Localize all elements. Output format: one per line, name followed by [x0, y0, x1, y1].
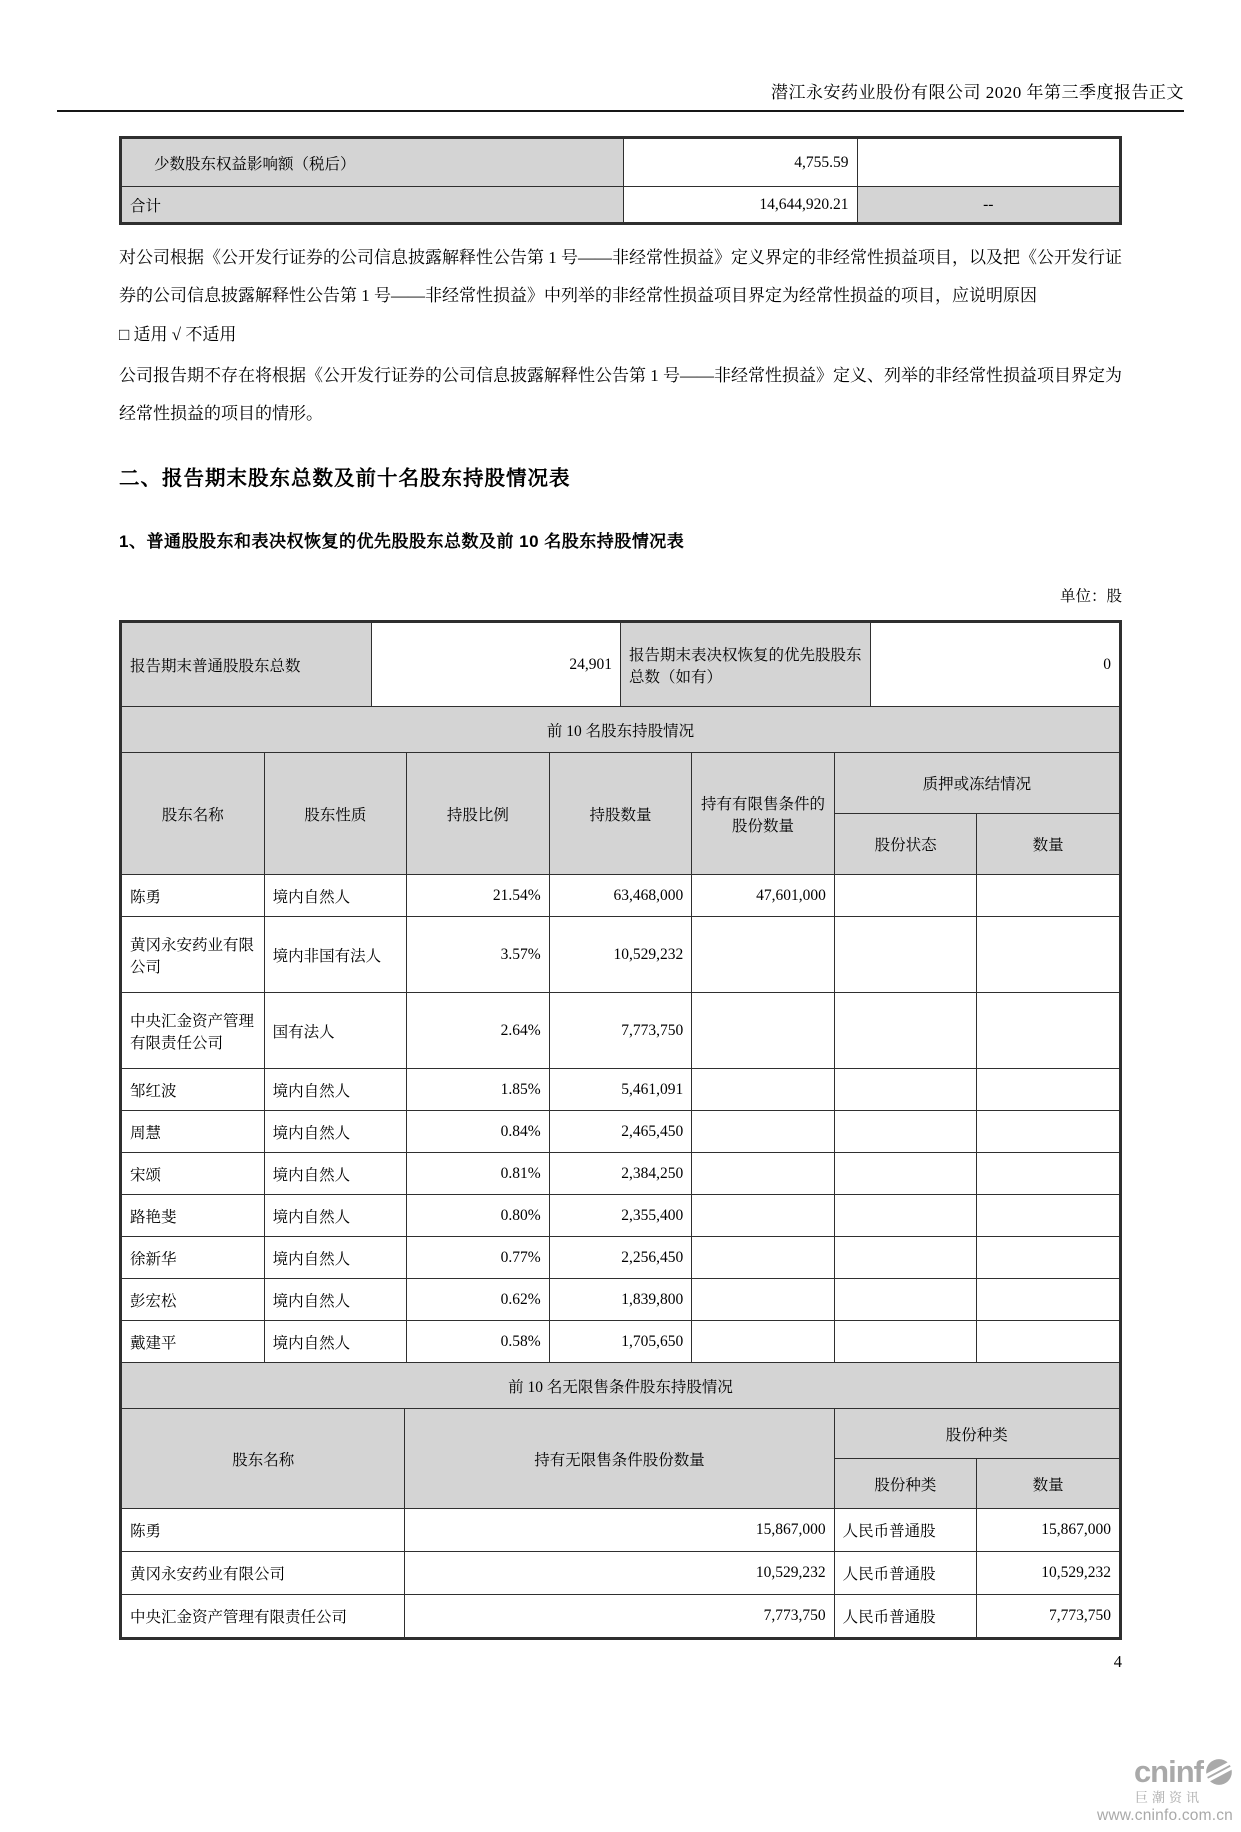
common-shareholders-label-cell: 报告期末普通股股东总数 [122, 623, 372, 707]
pledge-status-cell [834, 1237, 977, 1279]
holding-shares-cell: 10,529,232 [549, 917, 692, 993]
table-row [122, 993, 1120, 1069]
holding-ratio-cell: 2.64% [407, 993, 550, 1069]
pledge-qty-cell [977, 1237, 1120, 1279]
header-title: 潜江永安药业股份有限公司 2020 年第三季度报告正文 [771, 83, 1184, 102]
holding-shares-cell: 2,465,450 [549, 1111, 692, 1153]
restricted-shares-cell [692, 1069, 835, 1111]
shareholder-nature-cell: 境内自然人 [264, 1153, 407, 1195]
shareholder-nature-cell: 境内自然人 [264, 1195, 407, 1237]
holding-shares-cell: 63,468,000 [549, 875, 692, 917]
header-row [122, 1409, 1120, 1459]
pledge-qty-cell [977, 1279, 1120, 1321]
shareholder-nature-cell: 境内自然人 [264, 1279, 407, 1321]
total-label-cell: 合计 [122, 187, 624, 223]
shareholder-name-cell: 中央汇金资产管理有限责任公司 [122, 993, 265, 1069]
cninfo-wordmark-row [1134, 1755, 1233, 1789]
top10-banner-table [121, 706, 1120, 753]
shareholder-name-cell: 戴建平 [122, 1321, 265, 1363]
holding-ratio-cell: 0.81% [407, 1153, 550, 1195]
preferred-shareholders-value-cell: 0 [870, 623, 1120, 707]
unrestricted-shares-cell: 10,529,232 [405, 1552, 834, 1595]
share-qty-cell: 15,867,000 [977, 1509, 1120, 1552]
table-row [122, 623, 1120, 707]
col-header-name: 股东名称 [122, 1409, 405, 1509]
table-row [122, 1195, 1120, 1237]
holding-shares-cell: 5,461,091 [549, 1069, 692, 1111]
table-row [122, 1111, 1120, 1153]
pledge-qty-cell [977, 993, 1120, 1069]
restricted-shares-cell: 47,601,000 [692, 875, 835, 917]
holding-ratio-cell: 3.57% [407, 917, 550, 993]
subsection-heading: 1、普通股股东和表决权恢复的优先股股东总数及前 10 名股东持股情况表 [119, 532, 685, 551]
shareholder-name-cell: 路艳斐 [122, 1195, 265, 1237]
shareholder-name-cell: 陈勇 [122, 875, 265, 917]
pledge-status-cell [834, 1111, 977, 1153]
share-type-cell: 人民币普通股 [834, 1552, 977, 1595]
shareholder-nature-cell: 境内自然人 [264, 1069, 407, 1111]
table-row [122, 1279, 1120, 1321]
table-row [122, 1069, 1120, 1111]
top10-banner: 前 10 名股东持股情况 [122, 707, 1120, 753]
col-header-pledge-group: 质押或冻结情况 [834, 753, 1119, 814]
table-row [122, 1363, 1120, 1409]
shareholder-name-cell: 黄冈永安药业有限公司 [122, 1552, 405, 1595]
holding-ratio-cell: 1.85% [407, 1069, 550, 1111]
document-content [119, 136, 1122, 1672]
col-header-pledge-qty: 数量 [977, 814, 1120, 875]
share-type-cell: 人民币普通股 [834, 1509, 977, 1552]
restricted-shares-cell [692, 1111, 835, 1153]
pledge-status-cell [834, 875, 977, 917]
cninfo-logo [1097, 1755, 1233, 1824]
col-header-share-type: 股份种类 [834, 1459, 977, 1509]
page-number: 4 [1113, 1652, 1122, 1671]
share-qty-cell: 10,529,232 [977, 1552, 1120, 1595]
page-header [57, 78, 1184, 112]
col-header-share-type-group: 股份种类 [834, 1409, 1119, 1459]
pledge-qty-cell [977, 1153, 1120, 1195]
total-note-cell: -- [857, 187, 1119, 223]
header-row [122, 753, 1120, 814]
pledge-qty-cell [977, 1069, 1120, 1111]
shareholder-nature-cell: 境内自然人 [264, 875, 407, 917]
restricted-shares-cell [692, 993, 835, 1069]
pledge-status-cell [834, 1321, 977, 1363]
total-amount-cell: 14,644,920.21 [623, 187, 857, 223]
pledge-status-cell [834, 1195, 977, 1237]
holding-shares-cell: 1,839,800 [549, 1279, 692, 1321]
shareholder-name-cell: 徐新华 [122, 1237, 265, 1279]
unrestricted-holders-table [121, 1408, 1120, 1638]
table-row [122, 1552, 1120, 1595]
restricted-shares-cell [692, 1195, 835, 1237]
holding-shares-cell: 1,705,650 [549, 1321, 692, 1363]
pledge-status-cell [834, 993, 977, 1069]
pledge-status-cell [834, 1279, 977, 1321]
table-row [122, 1153, 1120, 1195]
table-row [122, 707, 1120, 753]
shareholder-totals-table [121, 622, 1120, 707]
shareholder-nature-cell: 境内自然人 [264, 1321, 407, 1363]
top10-holders-table [121, 752, 1120, 1363]
restricted-shares-cell [692, 1321, 835, 1363]
restricted-shares-cell [692, 1153, 835, 1195]
section-heading: 二、报告期末股东总数及前十名股东持股情况表 [119, 467, 571, 490]
table-row [122, 1595, 1120, 1638]
item-amount-cell: 4,755.59 [623, 139, 857, 187]
col-header-restricted: 持有有限售条件的股份数量 [692, 753, 835, 875]
col-header-nature: 股东性质 [264, 753, 407, 875]
shareholder-name-cell: 陈勇 [122, 1509, 405, 1552]
shareholder-nature-cell: 国有法人 [264, 993, 407, 1069]
unrestricted-banner-table [121, 1362, 1120, 1409]
cninfo-chinese-name: 巨潮资讯 [1134, 1789, 1203, 1805]
holding-ratio-cell: 21.54% [407, 875, 550, 917]
table-row [122, 187, 1120, 223]
col-header-share-qty: 数量 [977, 1459, 1120, 1509]
col-header-shares: 持股数量 [549, 753, 692, 875]
holding-ratio-cell: 0.62% [407, 1279, 550, 1321]
restricted-shares-cell [692, 1237, 835, 1279]
shareholder-name-cell: 彭宏松 [122, 1279, 265, 1321]
pledge-status-cell [834, 1153, 977, 1195]
shareholder-name-cell: 邹红波 [122, 1069, 265, 1111]
common-shareholders-value-cell: 24,901 [371, 623, 621, 707]
cninfo-url: www.cninfo.com.cn [1096, 1806, 1233, 1824]
shareholder-name-cell: 周慧 [122, 1111, 265, 1153]
col-header-ratio: 持股比例 [407, 753, 550, 875]
table-row [122, 1237, 1120, 1279]
pledge-qty-cell [977, 1321, 1120, 1363]
table-row [122, 917, 1120, 993]
holding-shares-cell: 2,256,450 [549, 1237, 692, 1279]
shareholders-table [119, 620, 1122, 1640]
col-header-unrestricted-shares: 持有无限售条件股份数量 [405, 1409, 834, 1509]
holding-ratio-cell: 0.80% [407, 1195, 550, 1237]
shareholder-nature-cell: 境内非国有法人 [264, 917, 407, 993]
statement-paragraph: 公司报告期不存在将根据《公开发行证券的公司信息披露解释性公告第 1 号——非经常性损益》定义、列举的非经常性损益项目界定为经常性损益的项目的情形。 [119, 366, 1122, 423]
restricted-shares-cell [692, 1279, 835, 1321]
share-type-cell: 人民币普通股 [834, 1595, 977, 1638]
unit-label: 单位：股 [1059, 588, 1122, 605]
pledge-qty-cell [977, 875, 1120, 917]
shareholder-name-cell: 宋颂 [122, 1153, 265, 1195]
holding-ratio-cell: 0.58% [407, 1321, 550, 1363]
cninfo-wordmark: cninf [1133, 1753, 1203, 1789]
pledge-qty-cell [977, 917, 1120, 993]
shareholder-nature-cell: 境内自然人 [264, 1111, 407, 1153]
pledge-qty-cell [977, 1111, 1120, 1153]
explanation-paragraph: 对公司根据《公开发行证券的公司信息披露解释性公告第 1 号——非经常性损益》定义界定的非经常性损益项目，以及把《公开发行证券的公司信息披露解释性公告第 1 号——非经常性损益》中列举的非经常性损益项目界定为经常性损益的项目，应说明原因 [119, 248, 1122, 305]
pledge-status-cell [834, 1069, 977, 1111]
restricted-shares-cell [692, 917, 835, 993]
report-page [0, 78, 1241, 1832]
item-label-cell: 少数股东权益影响额（税后） [122, 139, 624, 187]
table-row [122, 875, 1120, 917]
unrestricted-shares-cell: 15,867,000 [405, 1509, 834, 1552]
col-header-pledge-status: 股份状态 [834, 814, 977, 875]
table-row [122, 139, 1120, 187]
col-header-name: 股东名称 [122, 753, 265, 875]
carryover-table [119, 136, 1122, 225]
pledge-status-cell [834, 917, 977, 993]
item-note-cell [857, 139, 1119, 187]
cninfo-swirl-icon [1205, 1758, 1233, 1786]
table-row [122, 1509, 1120, 1552]
pledge-qty-cell [977, 1195, 1120, 1237]
shareholder-name-cell: 黄冈永安药业有限公司 [122, 917, 265, 993]
unrestricted-banner: 前 10 名无限售条件股东持股情况 [122, 1363, 1120, 1409]
holding-shares-cell: 2,355,400 [549, 1195, 692, 1237]
shareholder-nature-cell: 境内自然人 [264, 1237, 407, 1279]
holding-shares-cell: 2,384,250 [549, 1153, 692, 1195]
unrestricted-shares-cell: 7,773,750 [405, 1595, 834, 1638]
holding-shares-cell: 7,773,750 [549, 993, 692, 1069]
holding-ratio-cell: 0.77% [407, 1237, 550, 1279]
holding-ratio-cell: 0.84% [407, 1111, 550, 1153]
applicability-line: □ 适用 √ 不适用 [119, 325, 237, 344]
table-row [122, 1321, 1120, 1363]
shareholder-name-cell: 中央汇金资产管理有限责任公司 [122, 1595, 405, 1638]
share-qty-cell: 7,773,750 [977, 1595, 1120, 1638]
preferred-shareholders-label-cell: 报告期末表决权恢复的优先股股东总数（如有） [621, 623, 871, 707]
